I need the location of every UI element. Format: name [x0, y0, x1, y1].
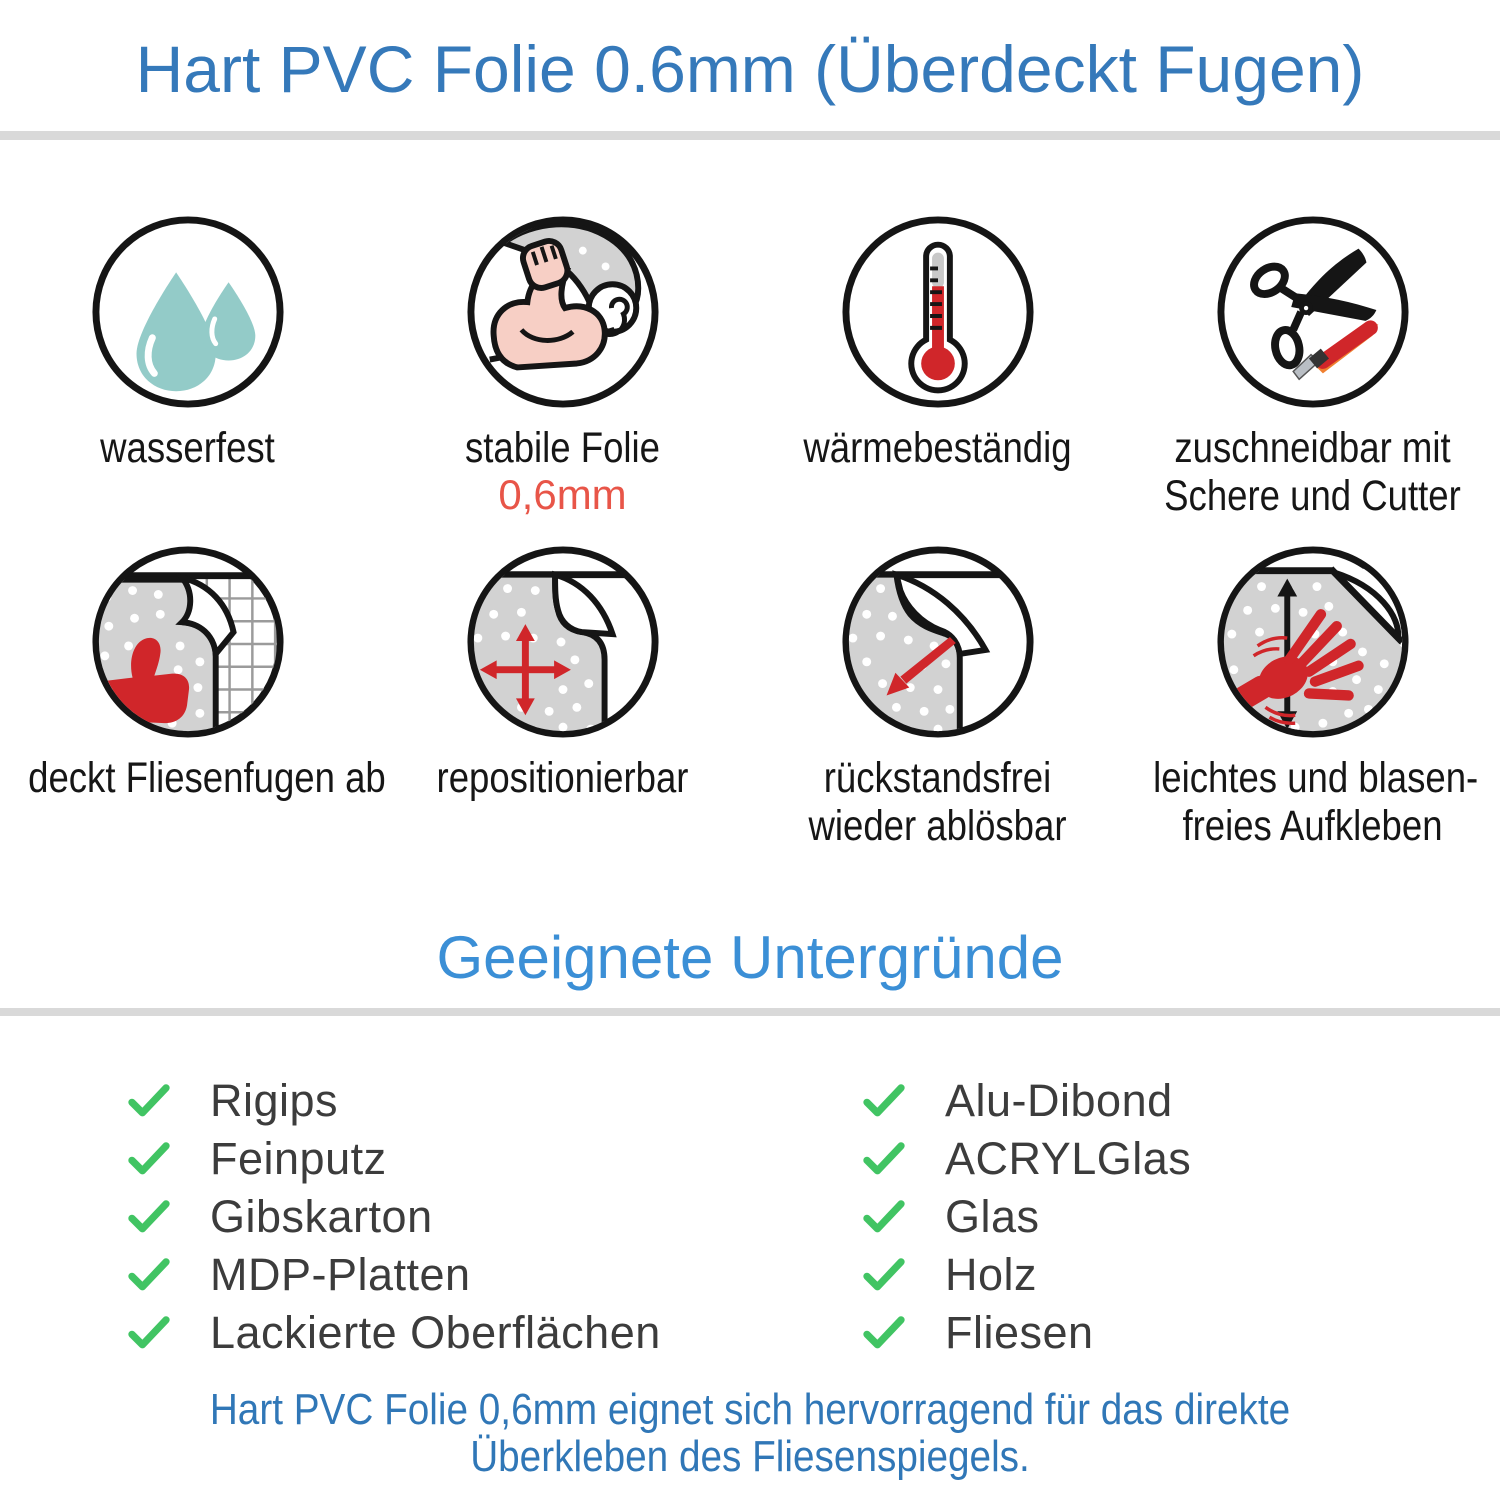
caption-line-1: zuschneidbar mit [1174, 424, 1451, 472]
caption-line-2: Schere und Cutter [1164, 472, 1461, 520]
list-item-label: Rigips [210, 1075, 339, 1126]
footer-line-1: Hart PVC Folie 0,6mm eignet sich hervorragend für das direkte [209, 1385, 1291, 1434]
muscle-arm-foil-icon [464, 213, 662, 411]
list-item [128, 1304, 661, 1362]
caption-line-2: freies Aufkleben [1182, 802, 1443, 850]
list-item-label: Gibskarton [210, 1191, 433, 1242]
list-item [863, 1188, 1191, 1246]
peel-off-icon [839, 543, 1037, 741]
feature-caption [1125, 754, 1500, 850]
feature-wasserfest [0, 213, 375, 520]
feature-blasenfrei [1125, 543, 1500, 850]
feature-caption [375, 424, 750, 518]
footer-line-2: Überkleben des Fliesenspiegels. [470, 1432, 1030, 1481]
caption-line-1: deckt Fliesenfugen ab [28, 754, 386, 802]
scissors-cutter-icon [1214, 213, 1412, 411]
list-item-label: Holz [945, 1249, 1038, 1300]
feature-repositionierbar [375, 543, 750, 850]
feature-row-2 [0, 543, 1500, 850]
list-item [128, 1246, 661, 1304]
list-item-label: Feinputz [210, 1133, 387, 1184]
water-drops-icon [89, 213, 287, 411]
list-item [863, 1130, 1191, 1188]
thermometer-icon [839, 213, 1037, 411]
feature-caption [750, 754, 1125, 850]
list-item [863, 1246, 1191, 1304]
list-item [128, 1188, 661, 1246]
caption-sub: 0,6mm [498, 471, 627, 518]
feature-rueckstandsfrei [750, 543, 1125, 850]
list-item-label: MDP-Platten [210, 1249, 471, 1300]
substrate-col-left [128, 1072, 661, 1362]
feature-row-1 [0, 213, 1500, 520]
list-item [863, 1304, 1191, 1362]
footer-note [0, 1386, 1500, 1480]
caption-line-1: wasserfest [100, 424, 275, 472]
feature-caption [0, 424, 375, 472]
checkmark-icon [863, 1315, 905, 1351]
checkmark-icon [128, 1083, 170, 1119]
list-item [128, 1072, 661, 1130]
checkmark-icon [863, 1141, 905, 1177]
caption-line-1: stabile Folie [464, 424, 661, 472]
hand-smooth-icon [1214, 543, 1412, 741]
list-item-label: Fliesen [945, 1307, 1094, 1358]
list-item-label: ACRYLGlas [945, 1133, 1192, 1184]
feature-zuschneidbar [1125, 213, 1500, 520]
list-item-label: Glas [945, 1191, 1040, 1242]
feature-deckt-fugen [0, 543, 386, 850]
caption-line-1: rückstandsfrei [823, 754, 1052, 802]
checkmark-icon [863, 1257, 905, 1293]
caption-line-1: repositionierbar [436, 754, 689, 802]
feature-caption [750, 424, 1125, 472]
feature-caption [0, 754, 386, 802]
divider-mid [0, 1008, 1500, 1016]
checkmark-icon [863, 1199, 905, 1235]
checkmark-icon [128, 1141, 170, 1177]
feature-waermebestaendig [750, 213, 1125, 520]
checkmark-icon [128, 1315, 170, 1351]
section-heading: Geeignete Untergründe [436, 924, 1064, 991]
thumb-up-tile-icon [89, 543, 287, 741]
list-item-label: Alu-Dibond [945, 1075, 1173, 1126]
list-item [128, 1130, 661, 1188]
page-title: Hart PVC Folie 0.6mm (Überdeckt Fugen) [135, 32, 1365, 106]
feature-stabile-folie [375, 213, 750, 520]
checkmark-icon [128, 1257, 170, 1293]
checkmark-icon [128, 1199, 170, 1235]
caption-line-1: leichtes und blasen- [1153, 754, 1479, 802]
checkmark-icon [863, 1083, 905, 1119]
reposition-arrows-icon [464, 543, 662, 741]
list-item [863, 1072, 1191, 1130]
caption-line-2: wieder ablösbar [808, 802, 1067, 850]
divider-top [0, 131, 1500, 140]
list-item-label: Lackierte Oberflächen [210, 1307, 661, 1358]
feature-caption [375, 754, 750, 802]
caption-line-1: wärmebeständig [803, 424, 1072, 472]
substrate-col-right [863, 1072, 1191, 1362]
feature-caption [1125, 424, 1500, 520]
